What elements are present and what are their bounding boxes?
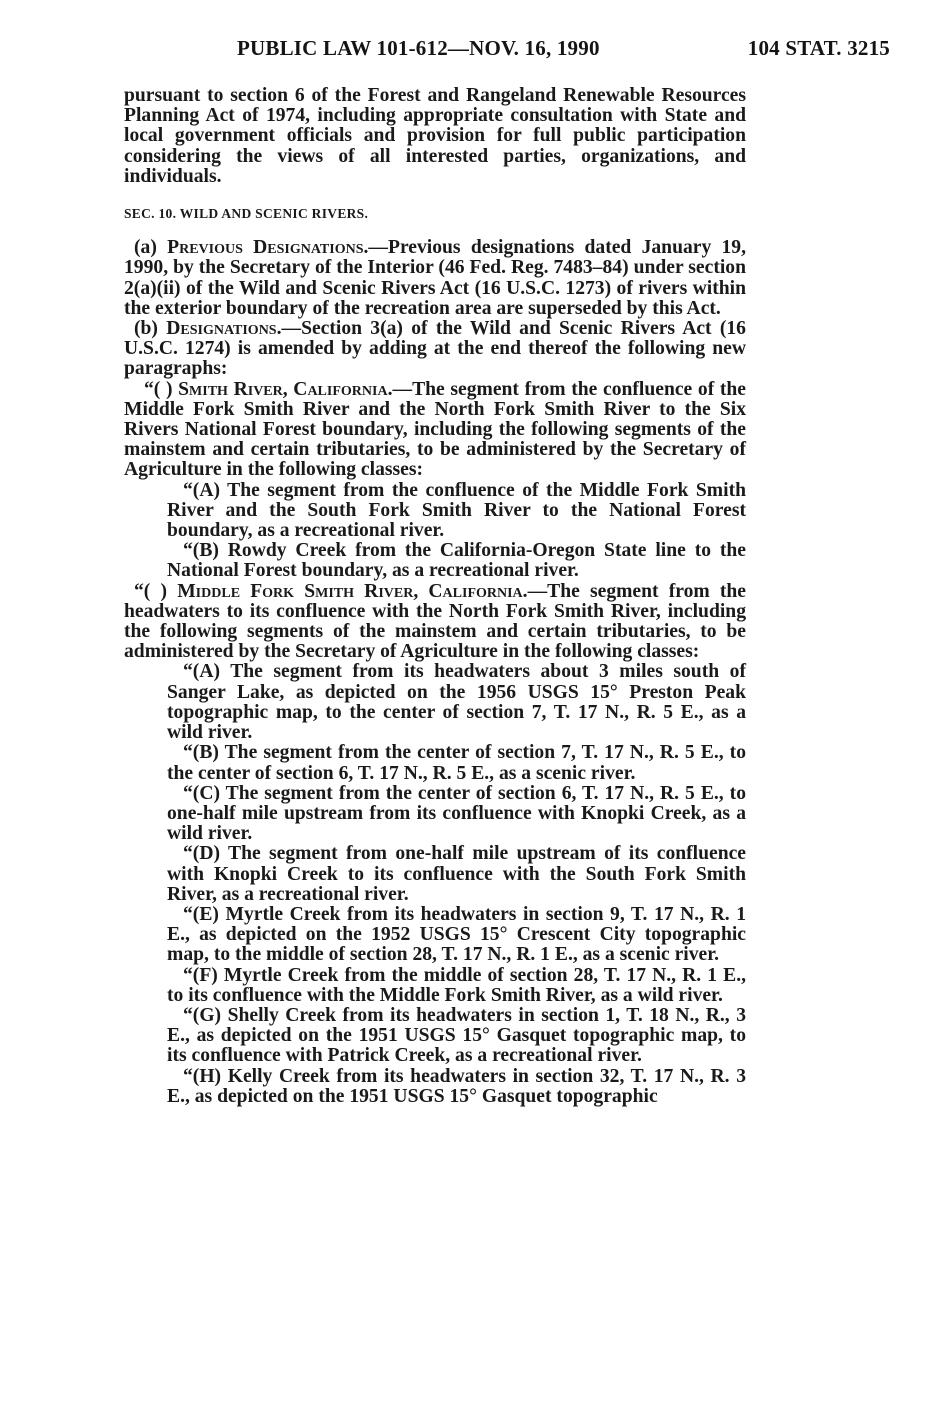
paragraph-continuation: pursuant to section 6 of the Forest and Rangeland Renewable Resources Planning Act of 1974, including appropriate consultation with State and local government officials and provision for full public participation considering the views of all interested parties, organizations, and individuals. — [124, 85, 746, 187]
smith-river-paragraph — [124, 380, 746, 481]
subsection-b — [124, 319, 746, 380]
middle-fork-paragraph — [124, 582, 746, 663]
section-heading: SEC. 10. WILD AND SCENIC RIVERS. — [124, 206, 369, 222]
smith-river-item-a: “(A) The segment from the confluence of the Middle Fork Smith River and the South Fork Smith River to the National Forest boundary, as a recreational river. — [167, 479, 746, 542]
header-page-ref: 104 STAT. 3215 — [747, 36, 890, 60]
middle-fork-item-e: “(E) Myrtle Creek from its headwaters in section 9, T. 17 N., R. 1 E., as depicted on the 1952 USGS 15° Crescent City topographic map, to the middle of section 28, T. 17 N., R. 1 E., as a scenic river. — [167, 903, 746, 966]
subsection-b-heading: Designations — [166, 318, 277, 340]
header-title: PUBLIC LAW 101-612—NOV. 16, 1990 — [237, 36, 600, 60]
middle-fork-item-a: “(A) The segment from its headwaters about 3 miles south of Sanger Lake, as depicted on the 1956 USGS 15° Preston Peak topographic map, to the center of section 7, T. 17 N., R. 5 E., as a wild river. — [167, 661, 746, 744]
subsection-a-label: (a) — [134, 237, 168, 259]
middle-fork-item-f: “(F) Myrtle Creek from the middle of section 28, T. 17 N., R. 1 E., to its confluence with the Middle Fork Smith River, as a wild river. — [167, 964, 746, 1006]
subsection-a — [124, 238, 746, 319]
smith-river-item-b: “(B) Rowdy Creek from the California-Oregon State line to the National Forest boundary, as a recreational river. — [167, 540, 746, 582]
middle-fork-item-h: “(H) Kelly Creek from its headwaters in section 32, T. 17 N., R. 3 E., as depicted on the 1951 USGS 15° Gasquet topographic — [167, 1065, 746, 1107]
body-text — [124, 86, 746, 1107]
smith-river-label: “( ) — [144, 378, 179, 400]
subsection-b-text: .—Section 3(a) of the Wild and Scenic Rivers Act (16 U.S.C. 1274) is amended by adding at the end thereof the following new paragraphs: — [124, 318, 746, 380]
middle-fork-item-c: “(C) The segment from the center of section 6, T. 17 N., R. 5 E., to one-half mile upstream from its confluence with Knopki Creek, as a wild river. — [167, 782, 746, 845]
middle-fork-heading: Middle Fork Smith River, California — [177, 580, 523, 602]
middle-fork-item-g: “(G) Shelly Creek from its headwaters in section 1, T. 18 N., R., 3 E., as depicted on the 1951 USGS 15° Gasquet topographic map, to its confluence with Patrick Creek, as a recreational river. — [167, 1004, 746, 1067]
middle-fork-text: .—The segment from the headwaters to its confluence with the North Fork Smith River, including the following segments of the mainstem and certain tributaries, to be administered by the Secretary of Agriculture in the following classes: — [124, 580, 746, 663]
smith-river-text: .—The segment from the confluence of the Middle Fork Smith River and the North Fork Smith River to the Six Rivers National Forest boundary, including the following segments of the mainstem and certain tributaries, to be administered by the Secretary of Agriculture in the following classes: — [124, 378, 746, 481]
subsection-a-text: .—Previous designations dated January 19, 1990, by the Secretary of the Interior (46 Fed. Reg. 7483–84) under section 2(a)(ii) of the Wild and Scenic Rivers Act (16 U.S.C. 1273) of rivers within the exterior boundary of the recreation area are superseded by this Act. — [124, 237, 747, 319]
smith-river-heading: Smith River, California — [178, 378, 388, 400]
middle-fork-item-b: “(B) The segment from the center of section 7, T. 17 N., R. 5 E., to the center of section 6, T. 17 N., R. 5 E., as a scenic river. — [167, 742, 746, 784]
middle-fork-label: “( ) — [134, 580, 178, 602]
subsection-b-label: (b) — [134, 318, 167, 340]
middle-fork-item-d: “(D) The segment from one-half mile upstream of its confluence with Knopki Creek to its confluence with the South Fork Smith River, as a recreational river. — [167, 843, 746, 905]
subsection-a-heading: Previous Designations — [167, 237, 364, 259]
